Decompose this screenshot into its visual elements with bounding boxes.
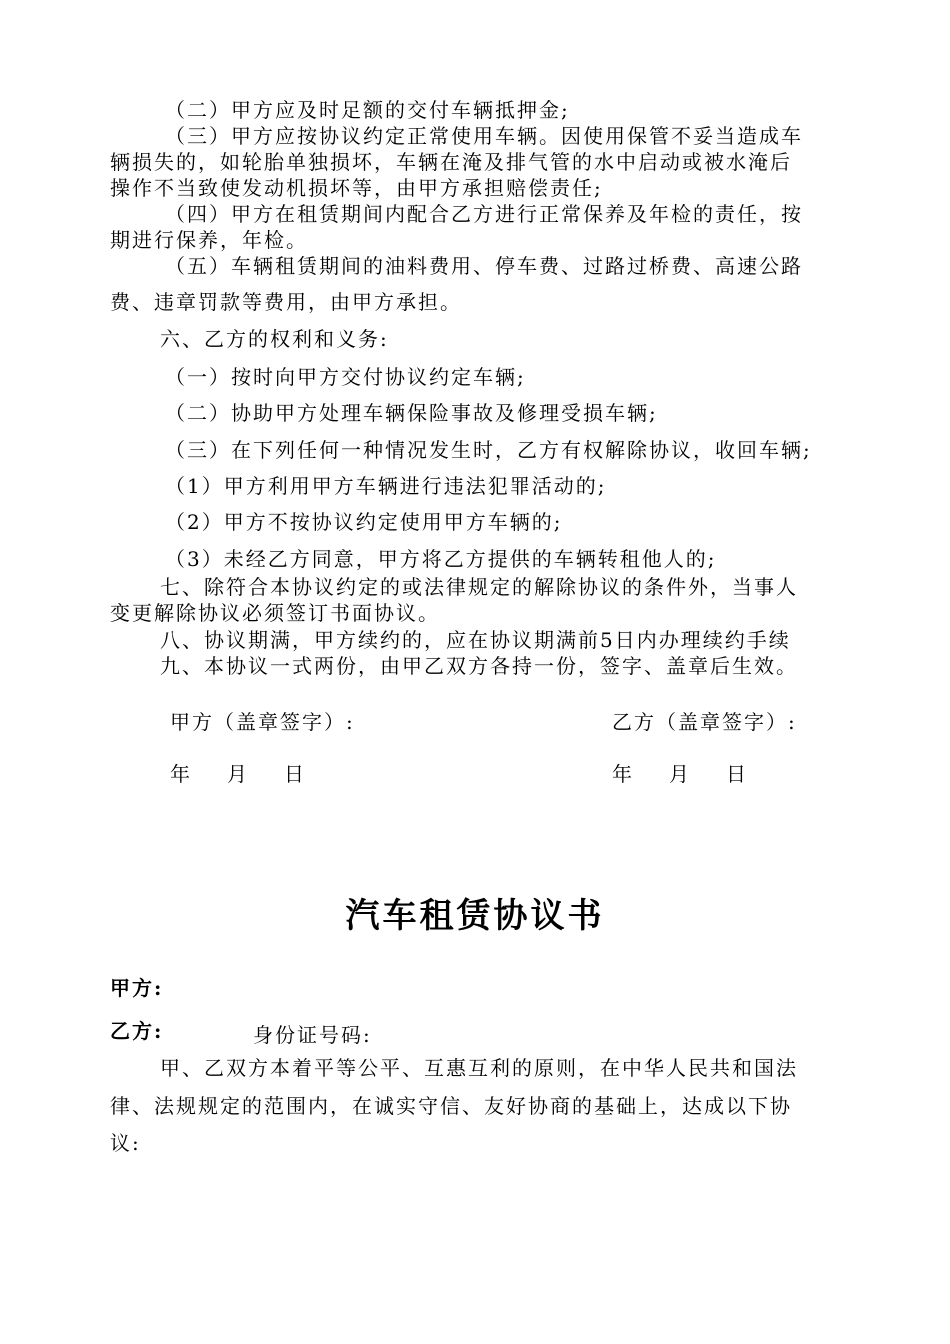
party-b-date bbox=[612, 758, 783, 787]
party-a-signature-label: 甲方（盖章签字）: bbox=[170, 710, 355, 734]
clause-5-3-cont: 辆损失的，如轮胎单独损坏，车辆在淹及排气管的水中启动或被水淹后 bbox=[110, 150, 792, 174]
date-day: 日 bbox=[284, 762, 306, 786]
clause-6-3: （三）在下列任何一种情况发生时，乙方有权解除协议，收回车辆; bbox=[165, 438, 812, 462]
clause-5-5: （五）车辆租赁期间的油料费用、停车费、过路过桥费、高速公路 bbox=[165, 254, 803, 278]
document-title: 汽车租赁协议书 bbox=[345, 896, 605, 936]
party-a-date bbox=[170, 758, 341, 787]
clause-5-3: （三）甲方应按协议约定正常使用车辆。因使用保管不妥当造成车 bbox=[165, 124, 803, 148]
preamble-line-3: 议: bbox=[110, 1131, 141, 1155]
clause-5-4: （四）甲方在租赁期间内配合乙方进行正常保养及年检的责任，按 bbox=[165, 202, 803, 226]
date-year: 年 bbox=[612, 762, 634, 786]
clause-5-3-cont: 操作不当致使发动机损坏等，由甲方承担赔偿责任; bbox=[110, 176, 603, 200]
section-7-cont: 变更解除协议必须签订书面协议。 bbox=[110, 601, 440, 625]
clause-6-1: （一）按时向甲方交付协议约定车辆; bbox=[165, 365, 526, 389]
clause-6-2: （二）协助甲方处理车辆保险事故及修理受损车辆; bbox=[165, 401, 658, 425]
party-a-label: 甲方: bbox=[110, 976, 164, 1000]
preamble-line-1: 甲、乙双方本着平等公平、互惠互利的原则，在中华人民共和国法 bbox=[160, 1056, 798, 1080]
clause-5-4-cont: 期进行保养，年检。 bbox=[110, 228, 308, 252]
clause-6-3-1: （1）甲方利用甲方车辆进行违法犯罪活动的; bbox=[165, 474, 607, 498]
party-b-signature-label: 乙方（盖章签字）: bbox=[612, 710, 797, 734]
section-8: 八、协议期满，甲方续约的，应在协议期满前5日内办理续约手续 bbox=[160, 628, 791, 652]
clause-6-3-2: （2）甲方不按协议约定使用甲方车辆的; bbox=[165, 510, 563, 534]
section-9: 九、本协议一式两份，由甲乙双方各持一份，签字、盖章后生效。 bbox=[160, 654, 798, 678]
id-number-label: 身份证号码: bbox=[253, 1023, 372, 1047]
preamble-line-2: 律、法规规定的范围内，在诚实守信、友好协商的基础上，达成以下协 bbox=[110, 1094, 792, 1118]
date-month: 月 bbox=[669, 762, 691, 786]
party-b-label: 乙方: bbox=[110, 1019, 164, 1043]
date-day: 日 bbox=[726, 762, 748, 786]
date-month: 月 bbox=[227, 762, 249, 786]
clause-6-3-3: （3）未经乙方同意，甲方将乙方提供的车辆转租他人的; bbox=[165, 547, 717, 571]
clause-5-5-cont: 费、违章罚款等费用，由甲方承担。 bbox=[110, 290, 462, 314]
section-6-heading: 六、乙方的权利和义务: bbox=[160, 327, 389, 351]
clause-5-2: （二）甲方应及时足额的交付车辆抵押金; bbox=[165, 98, 570, 122]
section-7: 七、除符合本协议约定的或法律规定的解除协议的条件外，当事人 bbox=[160, 575, 798, 599]
date-year: 年 bbox=[170, 762, 192, 786]
